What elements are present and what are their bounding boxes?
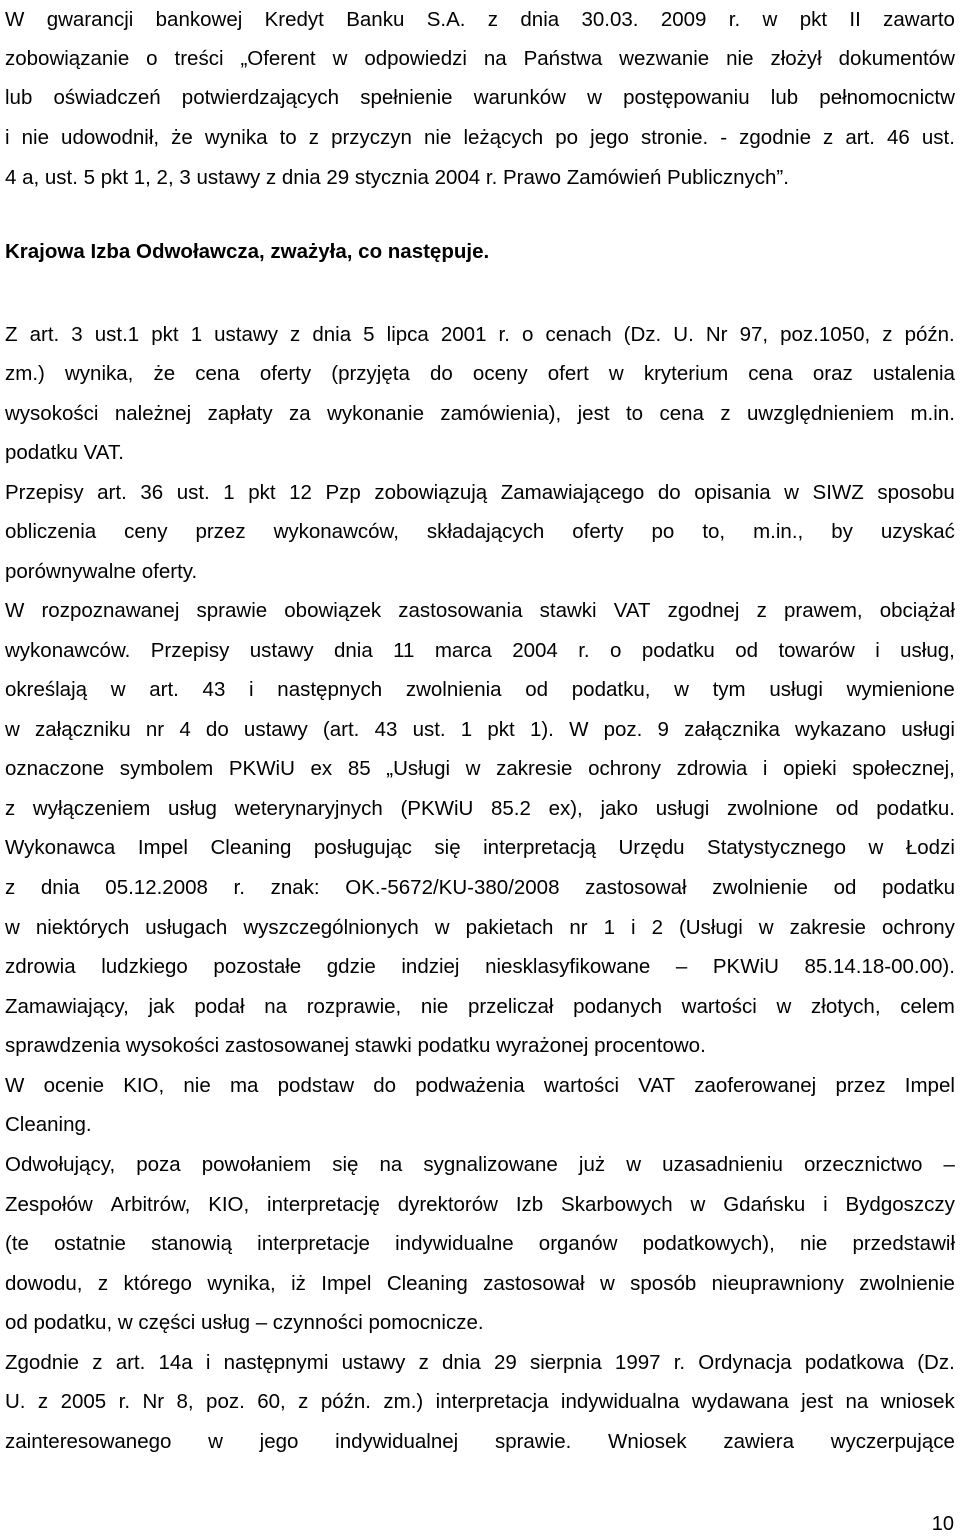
text-line: Cleaning.: [5, 1113, 92, 1136]
text-line: obliczenia ceny przez wykonawców, składających oferty po to, m.in., by uzyskać: [5, 520, 955, 543]
text-line: Zespołów Arbitrów, KIO, interpretację dyrektorów Izb Skarbowych w Gdańsku i Bydgoszczy: [5, 1193, 955, 1216]
text-line: od podatku, w części usług – czynności pomocnicze.: [5, 1311, 484, 1334]
text-line: W ocenie KIO, nie ma podstaw do podważenia wartości VAT zaoferowanej przez Impel: [5, 1074, 955, 1097]
text-line: wysokości należnej zapłaty za wykonanie zamówienia), jest to cena z uwzględnieniem m.in.: [5, 402, 955, 425]
text-line: Przepisy art. 36 ust. 1 pkt 12 Pzp zobowiązują Zamawiającego do opisania w SIWZ sposobu: [5, 481, 955, 504]
text-line: zm.) wynika, że cena oferty (przyjęta do oceny ofert w kryterium cena oraz ustalenia: [5, 362, 955, 385]
text-line: lub oświadczeń potwierdzających spełnienie warunków w postępowaniu lub pełnomocnictw: [5, 86, 955, 109]
text-line: Wykonawca Impel Cleaning posługując się interpretacją Urzędu Statystycznego w Łodzi: [5, 836, 955, 859]
text-line: W rozpoznawanej sprawie obowiązek zastosowania stawki VAT zgodnej z prawem, obciążał: [5, 599, 955, 622]
text-line: i nie udowodnił, że wynika to z przyczyn nie leżących po jego stronie. - zgodnie z art. 46 ust.: [5, 126, 955, 149]
text-line: W gwarancji bankowej Kredyt Banku S.A. z dnia 30.03. 2009 r. w pkt II zawarto: [5, 8, 955, 31]
section-heading: Krajowa Izba Odwoławcza, zważyła, co następuje.: [5, 240, 490, 263]
text-line: Zgodnie z art. 14a i następnymi ustawy z dnia 29 sierpnia 1997 r. Ordynacja podatkowa (Dz.: [5, 1351, 955, 1374]
text-line: zdrowia ludzkiego pozostałe gdzie indziej niesklasyfikowane – PKWiU 85.14.18-00.00).: [5, 955, 955, 978]
text-line: z wyłączeniem usług weterynaryjnych (PKWiU 85.2 ex), jako usługi zwolnione od podatku.: [5, 797, 955, 820]
text-line: U. z 2005 r. Nr 8, poz. 60, z późn. zm.) interpretacja indywidualna wydawana jest na wniosek: [5, 1390, 955, 1413]
text-line: porównywalne oferty.: [5, 560, 198, 583]
text-line: określają w art. 43 i następnych zwolnienia od podatku, w tym usługi wymienione: [5, 678, 955, 701]
text-line: (te ostatnie stanowią interpretacje indywidualne organów podatkowych), nie przedstawił: [5, 1232, 955, 1255]
text-line: sprawdzenia wysokości zastosowanej stawki podatku wyrażonej procentowo.: [5, 1034, 706, 1057]
text-line: zobowiązanie o treści „Oferent w odpowiedzi na Państwa wezwanie nie złożył dokumentów: [5, 47, 955, 70]
text-line: z dnia 05.12.2008 r. znak: OK.-5672/KU-380/2008 zastosował zwolnienie od podatku: [5, 876, 955, 899]
text-line: w niektórych usługach wyszczególnionych w pakietach nr 1 i 2 (Usługi w zakresie ochrony: [5, 916, 955, 939]
text-line: dowodu, z którego wynika, iż Impel Cleaning zastosował w sposób nieuprawniony zwolnienie: [5, 1272, 955, 1295]
text-line: w załączniku nr 4 do ustawy (art. 43 ust. 1 pkt 1). W poz. 9 załącznika wykazano usługi: [5, 718, 955, 741]
text-line: podatku VAT.: [5, 441, 124, 464]
text-line: Zamawiający, jak podał na rozprawie, nie przeliczał podanych wartości w złotych, celem: [5, 995, 955, 1018]
text-line: Odwołujący, poza powołaniem się na sygnalizowane już w uzasadnieniu orzecznictwo –: [5, 1153, 955, 1176]
text-line: oznaczone symbolem PKWiU ex 85 „Usługi w zakresie ochrony zdrowia i opieki społecznej,: [5, 757, 955, 780]
text-line: 4 a, ust. 5 pkt 1, 2, 3 ustawy z dnia 29 stycznia 2004 r. Prawo Zamówień Publicznych”.: [5, 166, 789, 189]
text-line: Z art. 3 ust.1 pkt 1 ustawy z dnia 5 lipca 2001 r. o cenach (Dz. U. Nr 97, poz.1050, z późn.: [5, 323, 955, 346]
text-line: wykonawców. Przepisy ustawy dnia 11 marca 2004 r. o podatku od towarów i usług,: [5, 639, 955, 662]
text-line: zainteresowanego w jego indywidualnej sprawie. Wniosek zawiera wyczerpujące: [5, 1430, 955, 1453]
page-number: 10: [931, 1513, 954, 1535]
